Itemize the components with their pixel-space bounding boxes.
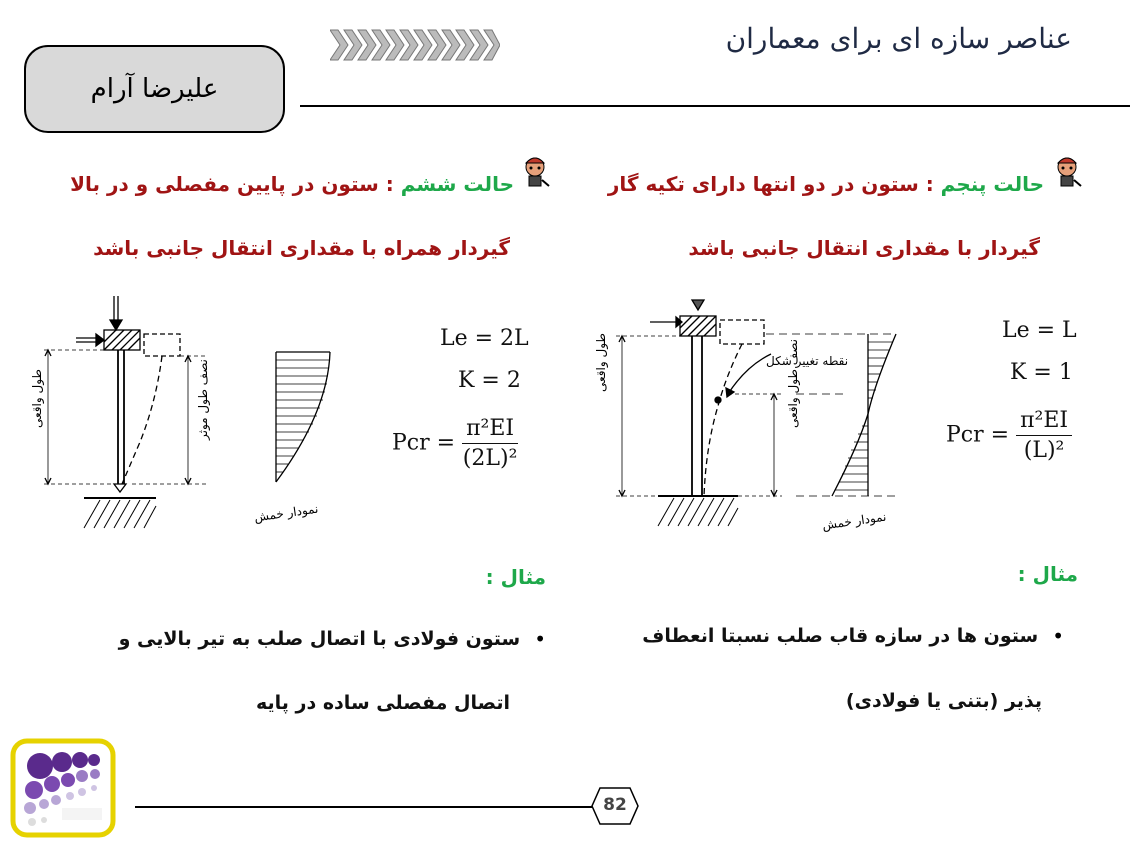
mascot-icon [520,155,550,191]
case6-fraction [462,416,518,471]
case5-effective-half-label: نصف طول واقعی [786,339,800,428]
case6-formula-k: K = 2 [458,368,521,393]
case6-denominator: (2L)² [462,446,518,471]
case6-example-line2: اتصال مفصلی ساده در پایه [256,692,510,714]
case5-formula-k: K = 1 [1010,360,1073,385]
case5-denominator: (L)² [1023,438,1065,463]
case6-effective-half-label: نصف طول موثر [196,359,210,440]
case6-numerator: π²EI [462,416,518,444]
case5-example-line2: پذیر (بتنی یا فولادی) [845,690,1042,712]
case6-moment-label: نمودار خمش [253,501,320,525]
case6-formula-le: Le = 2L [440,326,529,351]
page-number: 82 [603,795,627,815]
bullet-icon: • [1052,624,1064,648]
case6-example-bullet [119,627,546,651]
case6-pcr-label: Pcr = [392,430,456,456]
case6-subtitle: گیردار همراه با مقداری انتقال جانبی باشد [93,236,510,260]
case6-formula-pcr [392,416,518,471]
bullet-icon: • [534,627,546,651]
case6-title [70,172,514,196]
page-header-title: عناصر سازه ای برای معماران [725,22,1072,55]
case5-numerator: π²EI [1016,408,1072,436]
case5-inflection-label: نقطه تغییر شکل [766,354,849,368]
case6-column-diagram [36,292,346,538]
header-divider [300,105,1130,107]
case6-label: حالت ششم [400,172,514,196]
case5-formula-pcr [946,408,1072,463]
case5-real-length-label: طول واقعی [594,333,608,392]
mascot-icon [1052,155,1082,191]
case5-example-label: مثال : [1017,562,1078,586]
footer-divider [135,806,595,808]
case6-example-label: مثال : [485,565,546,589]
case6-real-length-label: طول واقعی [30,369,44,428]
chevron-decoration-icon [330,28,500,62]
author-badge [24,45,285,133]
case6-example-line1: ستون فولادی با اتصال صلب به تیر بالایی و [118,628,521,650]
case5-example-bullet [642,624,1064,648]
case5-formula-le: Le = L [1002,318,1077,343]
case5-fraction [1016,408,1072,463]
publisher-logo [10,738,118,838]
case5-title-text: : ستون در دو انتها دارای تکیه گار [607,172,941,196]
case5-title [608,172,1044,196]
case5-column-diagram [596,296,926,536]
case5-subtitle: گیردار با مقداری انتقال جانبی باشد [688,236,1040,260]
case5-label: حالت پنجم [940,172,1044,196]
case6-title-text: : ستون در پایین مفصلی و در بالا [70,172,401,196]
case5-pcr-label: Pcr = [946,422,1010,448]
case5-moment-label: نمودار خمش [821,509,888,533]
author-name: علیرضا آرام [90,74,219,104]
case5-example-line1: ستون ها در سازه قاب صلب نسبتا انعطاف [642,625,1039,647]
